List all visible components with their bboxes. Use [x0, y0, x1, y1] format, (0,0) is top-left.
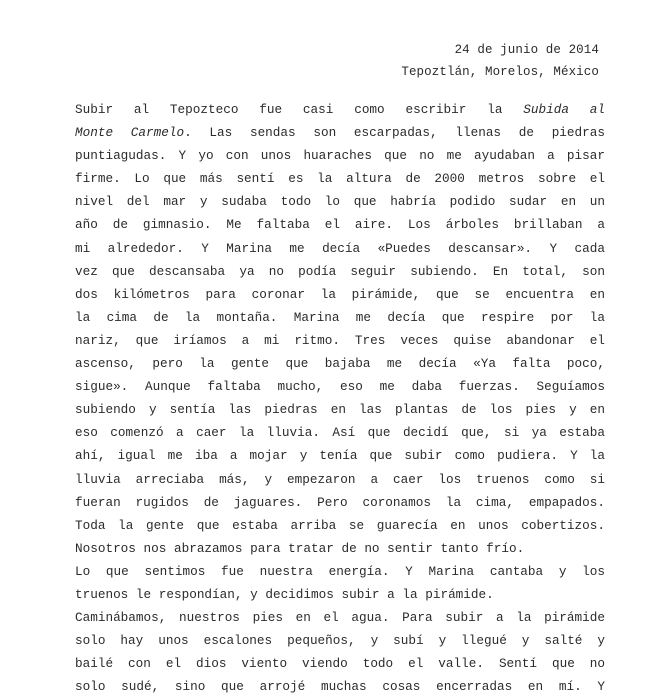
- paragraph-line: [75, 352, 605, 375]
- line-text: ascenso, pero la gente que bajaba me decía «Ya falta poco,: [75, 356, 605, 372]
- line-text: dos kilómetros para coronar la pirámide, que se encuentra en: [75, 286, 605, 302]
- line-text: sigue». Aunque faltaba mucho, eso me daba fuerzas. Seguíamos: [75, 379, 605, 395]
- body-paragraph: [75, 98, 605, 698]
- paragraph-line: [75, 652, 605, 675]
- line-text: puntiagudas. Y yo con unos huaraches que no me ayudaban a pisar: [75, 148, 605, 164]
- paragraph-line: [75, 468, 605, 491]
- line-text: firme. Lo que más sentí es la altura de 2000 metros sobre el: [75, 171, 605, 187]
- paragraph-line: [75, 283, 605, 306]
- line-text: mi alrededor. Y Marina me decía «Puedes descansar». Y cada: [75, 240, 605, 256]
- paragraph-line: [75, 329, 605, 352]
- paragraph-line: [75, 560, 605, 583]
- line-text: eso comenzó a caer la lluvia. Así que decidí que, si ya estaba: [75, 425, 605, 441]
- line-text: Subir al Tepozteco fue casi como escribir la: [75, 102, 524, 117]
- document-header: [401, 39, 599, 83]
- line-text: fueran rugidos de jaguares. Pero coronamos la cima, empapados.: [75, 494, 605, 510]
- paragraph-line: [75, 260, 605, 283]
- paragraph-line: [75, 167, 605, 190]
- paragraph-line: [75, 444, 605, 467]
- paragraph-line: [75, 514, 605, 537]
- line-text: ahí, igual me iba a mojar y tenía que subir como pudiera. Y la: [75, 448, 605, 464]
- entry-place: Tepoztlán, Morelos, México: [401, 65, 599, 79]
- paragraph-line: [75, 98, 605, 121]
- line-text: solo hay unos escalones pequeños, y subí y llegué y salté y: [75, 633, 605, 649]
- paragraph-line: [75, 237, 605, 260]
- line-text: subiendo y sentía las piedras en las plantas de los pies y en: [75, 402, 605, 418]
- paragraph-line: [75, 213, 605, 236]
- line-text: Toda la gente que estaba arriba se guarecía en unos cobertizos.: [75, 517, 605, 533]
- line-text: bailé con el dios viento viendo todo el valle. Sentí que no: [75, 656, 605, 672]
- paragraph-line: [75, 606, 605, 629]
- line-text: vez que descansaba ya no podía seguir subiendo. En total, son: [75, 263, 605, 279]
- line-text: solo sudé, sino que arrojé muchas cosas encerradas en mí. Y: [75, 679, 605, 695]
- paragraph-line: [75, 675, 605, 698]
- paragraph-line: [75, 629, 605, 652]
- line-text: lluvia arreciaba más, y empezaron a caer los truenos como si: [75, 471, 605, 487]
- entry-date: 24 de junio de 2014: [454, 43, 599, 57]
- paragraph-line: [75, 144, 605, 167]
- line-text: truenos le respondían, y decidimos subir a la pirámide.: [75, 586, 494, 602]
- paragraph-line: [75, 537, 605, 560]
- paragraph-line: [75, 398, 605, 421]
- line-text: Caminábamos, nuestros pies en el agua. Para subir a la pirámide: [75, 610, 605, 626]
- line-text: Nosotros nos abrazamos para tratar de no sentir tanto frío.: [75, 540, 525, 556]
- paragraph-line: [75, 491, 605, 514]
- line-text: la cima de la montaña. Marina me decía que respire por la: [75, 309, 605, 325]
- paragraph-line: [75, 421, 605, 444]
- line-text: nivel del mar y sudaba todo lo que habría podido sudar en un: [75, 194, 605, 210]
- paragraph-line: [75, 375, 605, 398]
- paragraph-line: [75, 583, 605, 606]
- book-title-italic: Monte Carmelo: [75, 125, 185, 141]
- line-text: nariz, que iríamos a mi ritmo. Tres veces quise abandonar el: [75, 332, 605, 348]
- book-title-italic: Subida al: [523, 102, 605, 117]
- line-text: año de gimnasio. Me faltaba el aire. Los árboles brillaban a: [75, 217, 605, 233]
- line-text: Lo que sentimos fue nuestra energía. Y Marina cantaba y los: [75, 563, 605, 579]
- paragraph-line: [75, 306, 605, 329]
- line-text: . Las sendas son escarpadas, llenas de piedras: [184, 125, 605, 141]
- paragraph-line: [75, 121, 605, 144]
- paragraph-line: [75, 190, 605, 213]
